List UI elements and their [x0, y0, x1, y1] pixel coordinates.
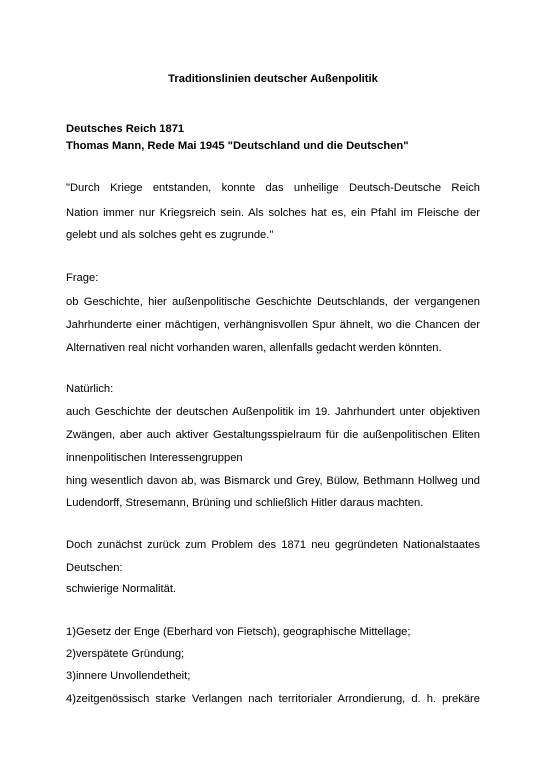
doch-line: Deutschen:	[66, 562, 123, 574]
frage-label: Frage:	[66, 272, 99, 284]
quote-line: Nation immer nur Kriegsreich sein. Als solches hat es, ein Pfahl im Fleische der	[66, 207, 480, 219]
frage-line: Alternativen real nicht vorhanden waren, allenfalls gedacht werden könnten.	[66, 342, 442, 354]
document-title: Traditionslinien deutscher Außenpolitik	[168, 73, 378, 85]
list-item: 2)verspätete Gründung;	[66, 648, 185, 660]
natuerlich-line: hing wesentlich davon ab, was Bismarck und Grey, Bülow, Bethmann Hollweg und	[66, 475, 480, 487]
natuerlich-label: Natürlich:	[66, 383, 114, 395]
doch-line: Doch zunächst zurück zum Problem des 1871 neu gegründeten Nationalstaates	[66, 539, 480, 551]
quote-line: "Durch Kriege entstanden, konnte das unheilige Deutsch-Deutsche Reich	[66, 182, 480, 194]
list-item: 3)innere Unvollendetheit;	[66, 670, 191, 682]
natuerlich-line: Zwängen, aber auch aktiver Gestaltungsspielraum für die außenpolitischen Eliten	[66, 429, 480, 441]
quote-line: gelebt und als solches geht es zugrunde."	[66, 229, 274, 241]
frage-line: ob Geschichte, hier außenpolitische Geschichte Deutschlands, der vergangenen	[66, 296, 480, 308]
heading-thomas-mann: Thomas Mann, Rede Mai 1945 "Deutschland und die Deutschen"	[66, 140, 409, 152]
frage-line: Jahrhunderte einer mächtigen, verhängnisvollen Spur ähnelt, wo die Chancen der	[66, 319, 480, 331]
heading-deutsches-reich: Deutsches Reich 1871	[66, 123, 185, 135]
natuerlich-line: auch Geschichte der deutschen Außenpolitik im 19. Jahrhundert unter objektiven	[66, 406, 480, 418]
list-item: 1)Gesetz der Enge (Eberhard von Fietsch), geographische Mittellage;	[66, 626, 411, 638]
natuerlich-line: innenpolitischen Interessengruppen	[66, 452, 243, 464]
doch-line: schwierige Normalität.	[66, 583, 177, 595]
natuerlich-line: Ludendorff, Stresemann, Brüning und schließlich Hitler daraus machten.	[66, 497, 424, 509]
list-item: 4)zeitgenössisch starke Verlangen nach territorialer Arrondierung, d. h. prekäre	[66, 693, 480, 705]
